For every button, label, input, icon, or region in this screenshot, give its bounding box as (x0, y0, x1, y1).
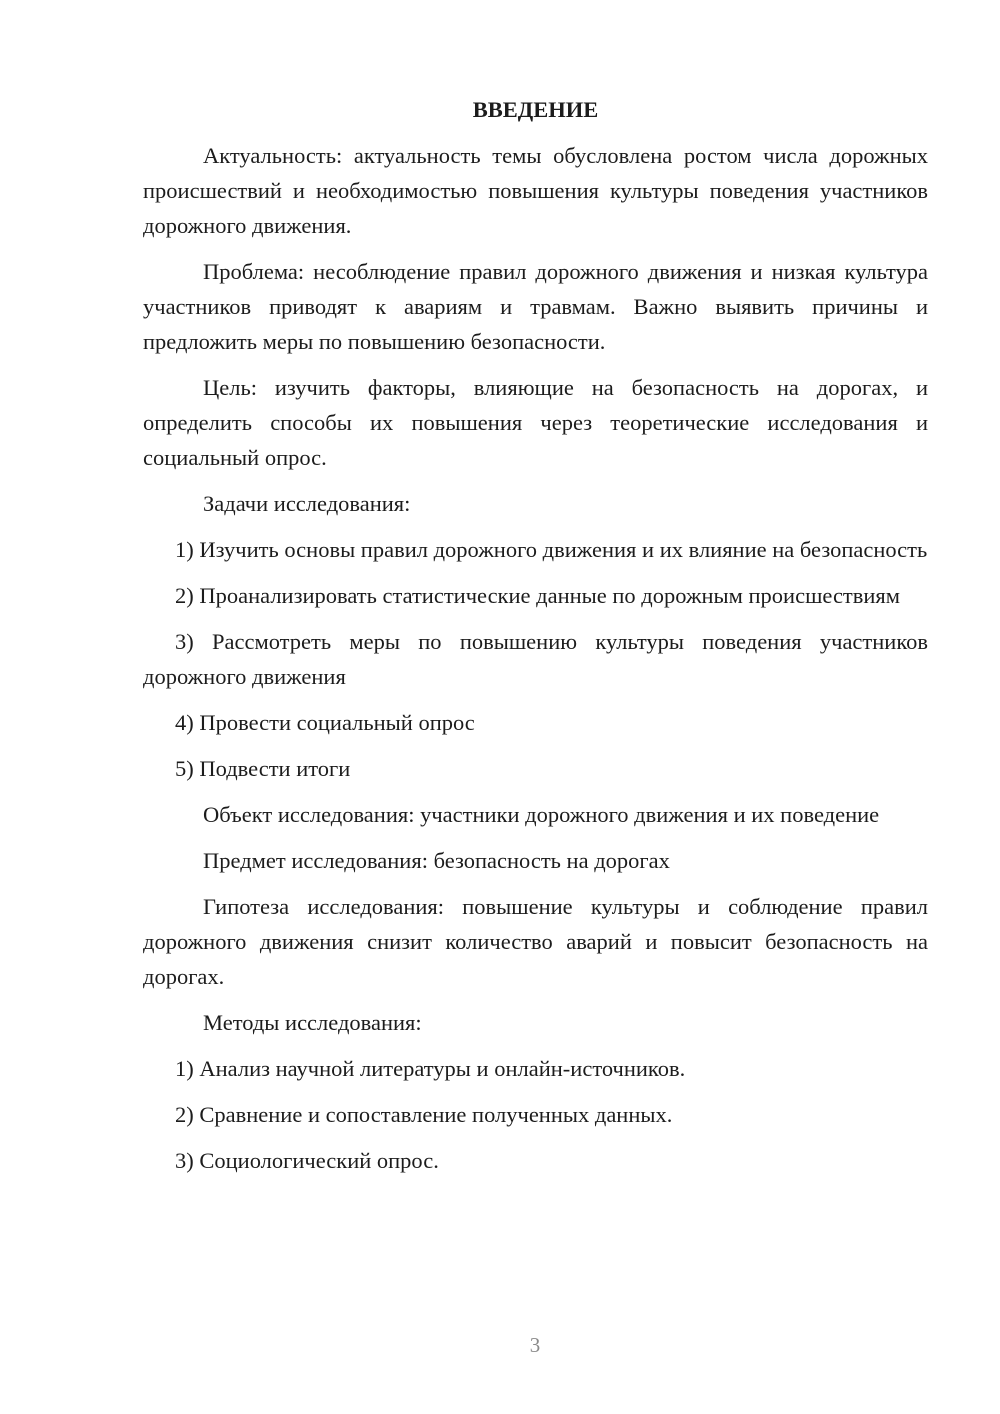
section-title: ВВЕДЕНИЕ (472, 97, 599, 122)
goal-paragraph: Цель: изучить факторы, влияющие на безопасность на дорогах, и определить способы их повышения через теоретические исследования и социальный опрос. (143, 375, 928, 470)
task-item: 2) Проанализировать статистические данные по дорожным происшествиям (175, 583, 901, 608)
object-paragraph: Объект исследования: участники дорожного движения и их поведение (203, 802, 880, 827)
subject-paragraph: Предмет исследования: безопасность на дорогах (203, 848, 670, 873)
task-item: 4) Провести социальный опрос (175, 710, 475, 735)
task-item: 5) Подвести итоги (175, 756, 351, 781)
methods-heading: Методы исследования: (203, 1010, 422, 1035)
method-item: 1) Анализ научной литературы и онлайн-источников. (175, 1056, 686, 1081)
page-number: 3 (529, 1333, 541, 1357)
task-item: 1) Изучить основы правил дорожного движения и их влияние на безопасность (175, 537, 928, 562)
page-content (143, 92, 928, 1189)
problem-paragraph: Проблема: несоблюдение правил дорожного движения и низкая культура участников приводят к авариям и травмам. Важно выявить причины и предложить меры по повышению безопасности. (143, 259, 928, 354)
relevance-paragraph: Актуальность: актуальность темы обусловлена ростом числа дорожных происшествий и необходимостью повышения культуры поведения участников дорожного движения. (143, 143, 928, 238)
tasks-heading: Задачи исследования: (203, 491, 411, 516)
method-item: 2) Сравнение и сопоставление полученных данных. (175, 1102, 673, 1127)
method-item: 3) Социологический опрос. (175, 1148, 439, 1173)
hypothesis-paragraph: Гипотеза исследования: повышение культуры и соблюдение правил дорожного движения снизит количество аварий и повысит безопасность на дорогах. (143, 894, 928, 989)
task-item: 3) Рассмотреть меры по повышению культуры поведения участников дорожного движения (143, 629, 928, 689)
